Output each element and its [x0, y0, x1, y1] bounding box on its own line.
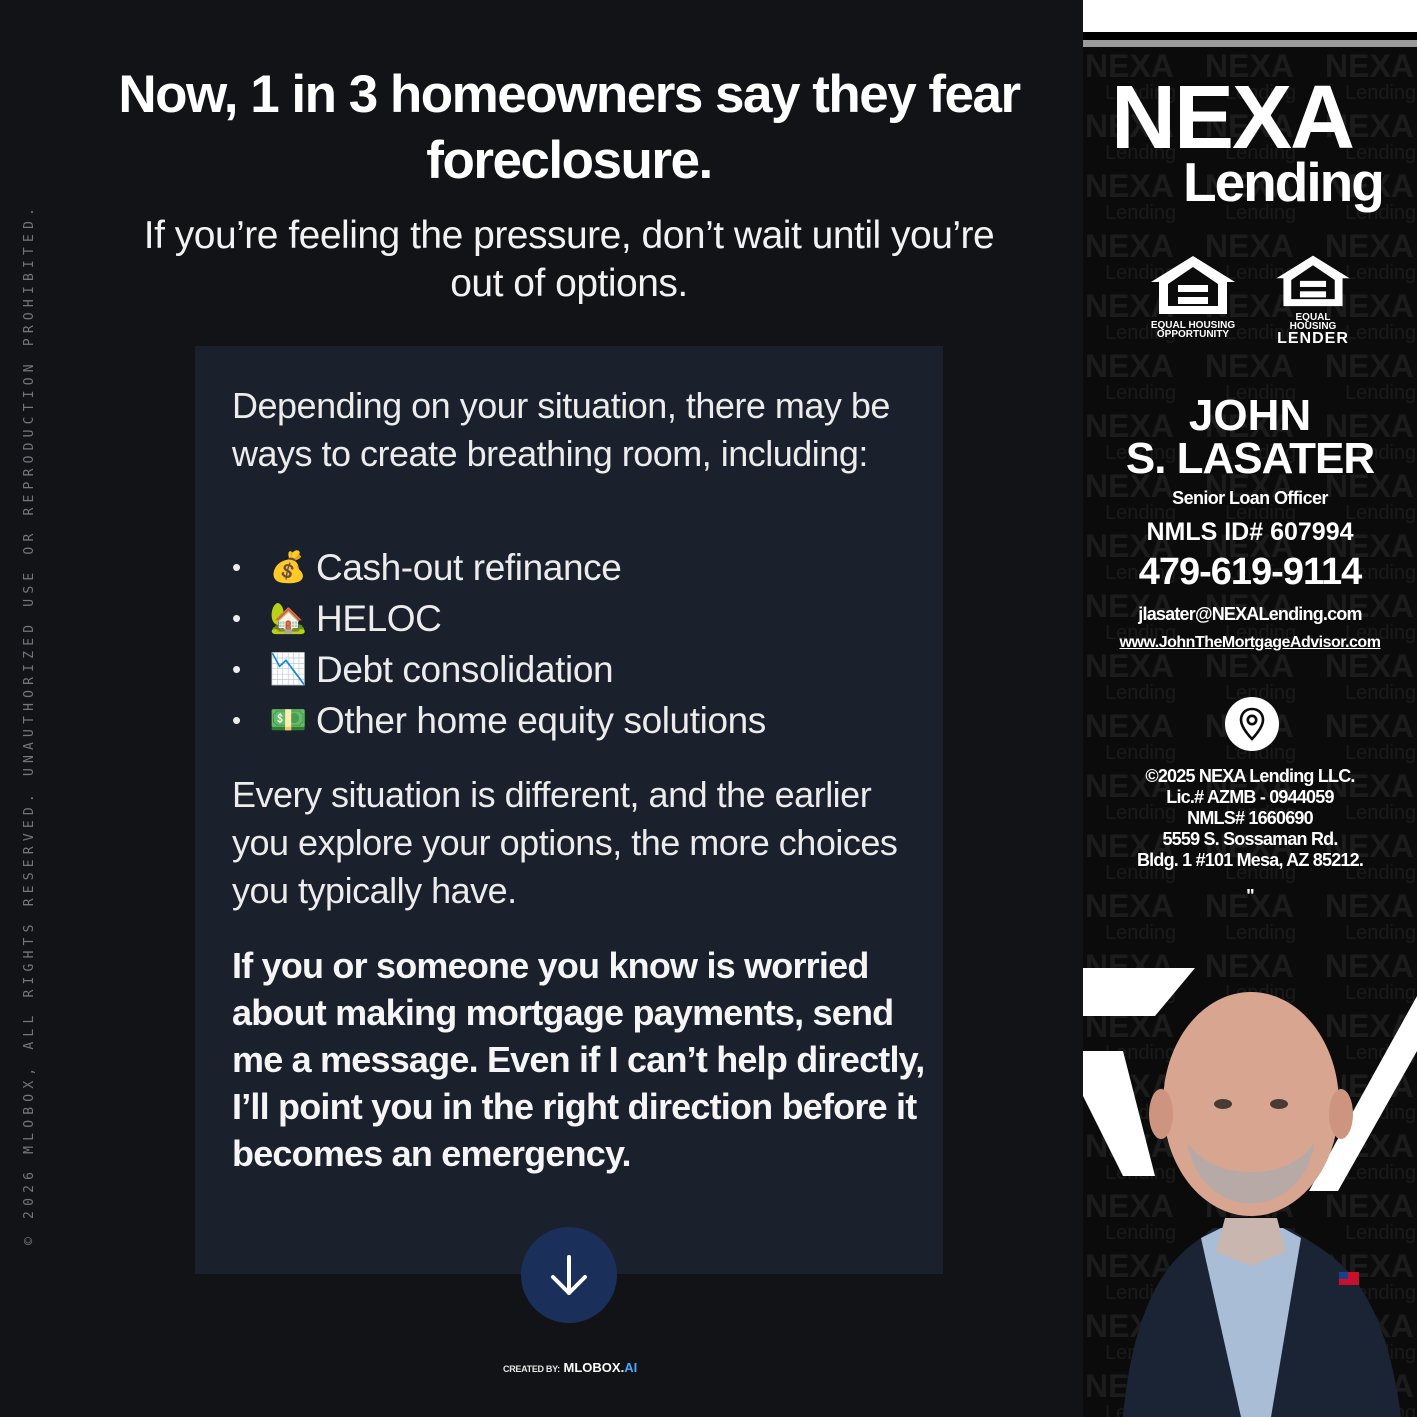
bullet-dot: •	[232, 654, 241, 684]
arrow-down-icon	[547, 1251, 591, 1299]
card-call-to-action: If you or someone you know is worried about making mortgage payments, send me a message. Even if I can’t help directly, I’ll point you in the right direction before it becomes an emergency.	[232, 945, 925, 1174]
agent-title: Senior Loan Officer	[1172, 488, 1328, 508]
copyright-notice-vertical: © 2026 MLOBOX, ALL RIGHTS RESERVED. UNAUTHORIZED USE OR REPRODUCTION PROHIBITED.	[22, 202, 37, 1245]
option-label: Cash-out refinance	[316, 546, 622, 588]
top-black-band	[1083, 32, 1417, 40]
created-by-prefix: CREATED BY:	[503, 1364, 560, 1374]
location-pin-icon	[1225, 697, 1279, 751]
equal-housing-lender-badge: EQUAL HOUSING LENDER	[1273, 252, 1353, 346]
list-item	[232, 542, 766, 593]
agent-email[interactable]: jlasater@NEXALending.com	[1138, 604, 1362, 624]
agent-first-name: JOHN	[1188, 391, 1312, 440]
agent-photo	[1083, 966, 1417, 1417]
scroll-down-button[interactable]	[521, 1227, 617, 1323]
top-gray-line	[1083, 40, 1417, 47]
option-label: HELOC	[316, 597, 442, 639]
bullet-dot: •	[232, 603, 241, 633]
company-copyright: ©2025 NEXA Lending LLC.	[1145, 766, 1355, 786]
dollar-banknote-icon: 💵	[269, 703, 307, 738]
agent-sidebar	[1083, 0, 1417, 1417]
list-item	[232, 644, 766, 695]
company-license: Lic.# AZMB - 0944059	[1166, 787, 1334, 807]
option-label: Other home equity solutions	[316, 699, 766, 741]
list-item	[232, 593, 766, 644]
house-with-garden-icon: 🏡	[269, 601, 307, 636]
equal-housing-house-icon	[1273, 252, 1353, 308]
equal-housing-opportunity-badge: EQUAL HOUSING OPPORTUNITY	[1147, 252, 1239, 339]
equal-housing-house-icon	[1147, 252, 1239, 316]
company-address-line2: Bldg. 1 #101 Mesa, AZ 85212.	[1136, 850, 1364, 870]
nexa-logo: NEXA	[1111, 68, 1354, 168]
agent-nmls: NMLS ID# 607994	[1146, 518, 1354, 546]
lending-logo: Lending	[1183, 151, 1383, 213]
agent-website-link[interactable]: www.JohnTheMortgageAdvisor.com	[1119, 634, 1381, 651]
company-nmls: NMLS# 1660690	[1187, 808, 1313, 828]
top-white-bar	[1083, 0, 1417, 32]
card-intro-text: Depending on your situation, there may be ways to create breathing room, including:	[232, 385, 890, 474]
created-by-brand: MLOBOX.AI	[563, 1360, 638, 1375]
bullet-dot: •	[232, 705, 241, 735]
agent-last-name: S. LASATER	[1125, 434, 1375, 483]
options-list	[232, 542, 766, 746]
message-card	[195, 346, 943, 1274]
chart-decreasing-icon: 📉	[269, 652, 307, 687]
list-item	[232, 695, 766, 746]
company-extra-mark: "	[1246, 886, 1254, 906]
company-address-line1: 5559 S. Sossaman Rd.	[1162, 829, 1338, 849]
bullet-dot: •	[232, 552, 241, 582]
created-by-credit	[503, 1360, 637, 1375]
headline: Now, 1 in 3 homeowners say they fear foreclosure.	[118, 65, 1020, 190]
card-middle-text: Every situation is different, and the earlier you explore your options, the more choices you typically have.	[232, 774, 898, 911]
agent-phone[interactable]: 479-619-9114	[1138, 551, 1362, 593]
subheadline: If you’re feeling the pressure, don’t wait until you’re out of options.	[143, 214, 995, 305]
option-label: Debt consolidation	[316, 648, 614, 690]
money-bag-icon: 💰	[269, 550, 307, 585]
